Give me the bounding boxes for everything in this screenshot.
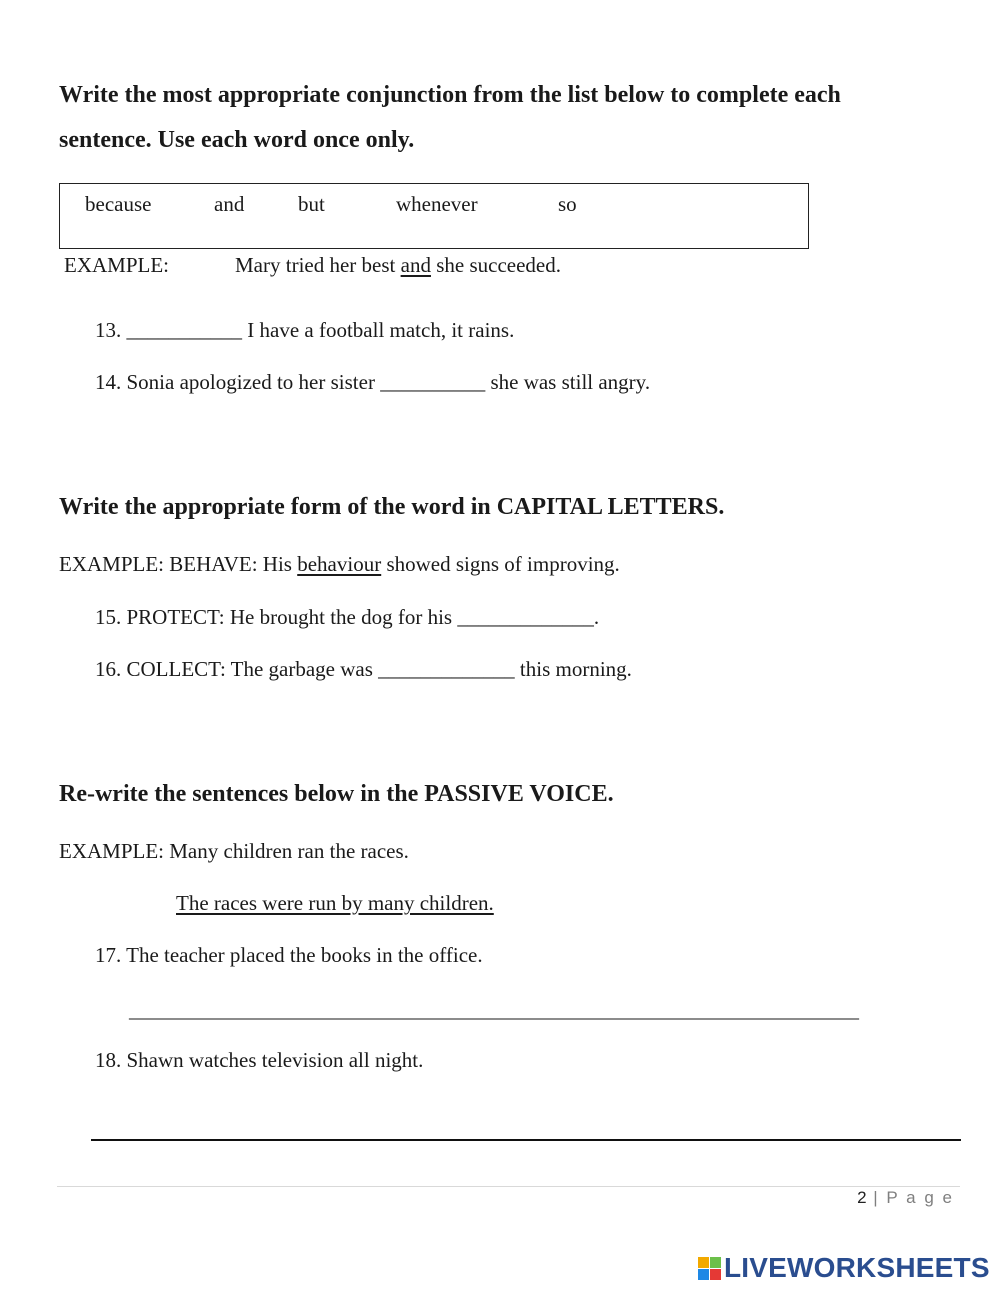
q17-answer-line[interactable]: _________________________________________________________________________	[129, 1000, 859, 1022]
page-label: P a g e	[886, 1188, 954, 1207]
example1-sentence	[235, 253, 561, 278]
brand-name: LIVEWORKSHEETS	[724, 1252, 990, 1283]
q16-before: COLLECT: The garbage was	[126, 657, 379, 681]
liveworksheets-logo	[698, 1252, 990, 1284]
example2-sentence	[59, 552, 620, 577]
example1-before: Mary tried her best	[235, 253, 401, 277]
q13-text: I have a football match, it rains.	[242, 318, 515, 342]
example1-answer: and	[400, 253, 431, 277]
page-separator: |	[866, 1188, 887, 1207]
q15-number: 15.	[95, 605, 122, 629]
example1-after: she succeeded.	[430, 253, 561, 277]
q14-after: she was still angry.	[485, 370, 651, 394]
q15-after: .	[593, 605, 600, 629]
example1-label: EXAMPLE:	[64, 253, 169, 277]
logo-tile-3	[698, 1269, 709, 1280]
footer-divider	[57, 1186, 960, 1187]
question-17	[95, 943, 483, 968]
question-15	[95, 605, 599, 630]
example2-after: showed signs of improving.	[381, 552, 620, 576]
q14-blank[interactable]: __________	[380, 370, 486, 394]
q16-blank[interactable]: _____________	[378, 657, 515, 681]
q18-text: Shawn watches television all night.	[126, 1048, 424, 1072]
example3-answer: The races were run by many children.	[176, 891, 494, 915]
question-16	[95, 657, 632, 682]
word-and: and	[214, 192, 245, 216]
word-so: so	[558, 192, 577, 216]
word-but: but	[298, 192, 325, 216]
question-18	[95, 1048, 423, 1073]
liveworksheets-logo-icon	[698, 1257, 721, 1280]
logo-tile-1	[698, 1257, 709, 1268]
section1-heading-line2: sentence. Use each word once only.	[59, 127, 415, 153]
q14-before: Sonia apologized to her sister	[126, 370, 381, 394]
q18-number: 18.	[95, 1048, 122, 1072]
question-14	[95, 370, 650, 395]
logo-tile-2	[710, 1257, 721, 1268]
q17-text: The teacher placed the books in the office.	[126, 943, 483, 967]
word-list-box	[59, 183, 809, 249]
example2-answer: behaviour	[297, 552, 382, 576]
word-because: because	[85, 192, 152, 216]
section1-heading-line1: Write the most appropriate conjunction from the list below to complete each	[59, 82, 841, 108]
q15-before: PROTECT: He brought the dog for his	[126, 605, 458, 629]
example2-before: EXAMPLE: BEHAVE: His	[59, 552, 298, 576]
question-13	[95, 318, 514, 343]
q13-number: 13.	[95, 318, 122, 342]
page-number: 2	[857, 1188, 867, 1207]
q16-after: this morning.	[514, 657, 632, 681]
q17-number: 17.	[95, 943, 122, 967]
section3-heading: Re-write the sentences below in the PASSIVE VOICE.	[59, 781, 614, 807]
word-whenever: whenever	[396, 192, 478, 216]
q16-number: 16.	[95, 657, 122, 681]
q13-blank[interactable]: ___________	[126, 318, 242, 342]
logo-tile-4	[710, 1269, 721, 1280]
q15-blank[interactable]: _____________	[457, 605, 594, 629]
page-number-footer	[857, 1188, 954, 1208]
q14-number: 14.	[95, 370, 122, 394]
q18-answer-line[interactable]	[91, 1139, 961, 1141]
example3-question: EXAMPLE: Many children ran the races.	[59, 839, 409, 863]
section2-heading: Write the appropriate form of the word in CAPITAL LETTERS.	[59, 494, 725, 520]
